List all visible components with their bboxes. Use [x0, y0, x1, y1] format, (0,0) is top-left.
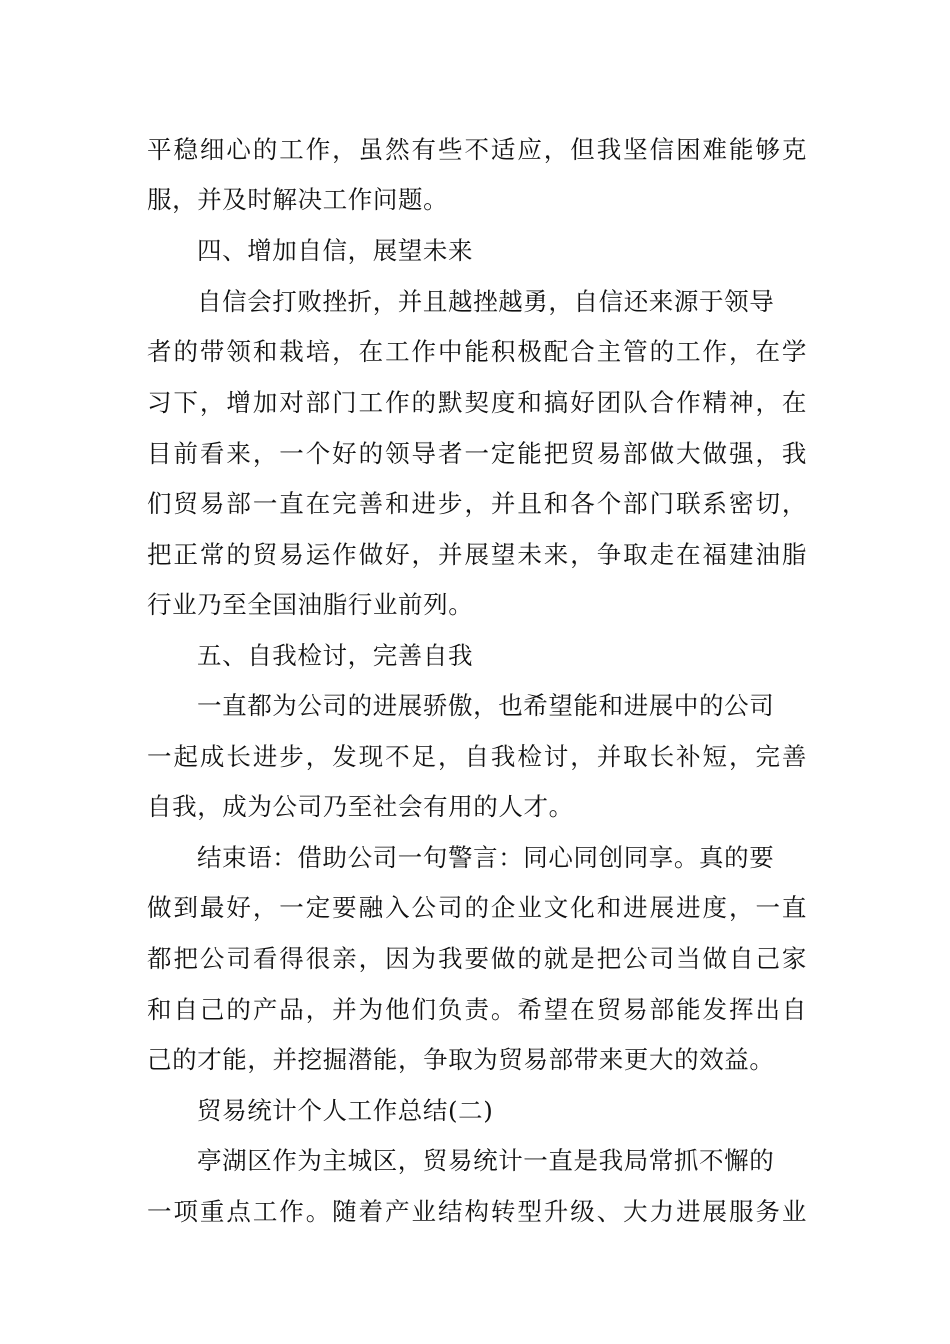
text-line: 做到最好，一定要融入公司的企业文化和进展进度，一直	[147, 893, 807, 922]
text-line: 目前看来，一个好的领导者一定能把贸易部做大做强，我	[147, 439, 807, 468]
text-line: 和自己的产品，并为他们负责。希望在贸易部能发挥出自	[147, 995, 807, 1024]
text-line: 结束语：借助公司一句警言：同心同创同享。真的要	[197, 843, 775, 872]
text-line: 一项重点工作。随着产业结构转型升级、大力进展服务业	[147, 1197, 807, 1226]
text-line: 习下，增加对部门工作的默契度和搞好团队合作精神，在	[147, 388, 807, 417]
section-heading: 贸易统计个人工作总结(二)	[197, 1096, 494, 1125]
text-line: 己的才能，并挖掘潜能，争取为贸易部带来更大的效益。	[147, 1045, 775, 1074]
text-line: 把正常的贸易运作做好，并展望未来，争取走在福建油脂	[147, 540, 807, 569]
text-line: 服，并及时解决工作问题。	[147, 185, 449, 214]
text-line: 行业乃至全国油脂行业前列。	[147, 590, 474, 619]
text-line: 亭湖区作为主城区，贸易统计一直是我局常抓不懈的	[197, 1146, 775, 1175]
text-line: 都把公司看得很亲，因为我要做的就是把公司当做自己家	[147, 944, 807, 973]
text-line: 一起成长进步，发现不足，自我检讨，并取长补短，完善	[147, 742, 807, 771]
text-line: 自我，成为公司乃至社会有用的人才。	[147, 792, 574, 821]
section-heading: 四、增加自信，展望未来	[197, 236, 474, 265]
text-line: 一直都为公司的进展骄傲，也希望能和进展中的公司	[197, 691, 775, 720]
text-line: 者的带领和栽培，在工作中能积极配合主管的工作，在学	[147, 337, 807, 366]
text-line: 自信会打败挫折，并且越挫越勇，自信还来源于领导	[197, 287, 775, 316]
section-heading: 五、自我检讨，完善自我	[197, 641, 474, 670]
text-line: 平稳细心的工作，虽然有些不适应，但我坚信困难能够克	[147, 135, 807, 164]
text-line: 们贸易部一直在完善和进步，并且和各个部门联系密切，	[147, 489, 807, 518]
